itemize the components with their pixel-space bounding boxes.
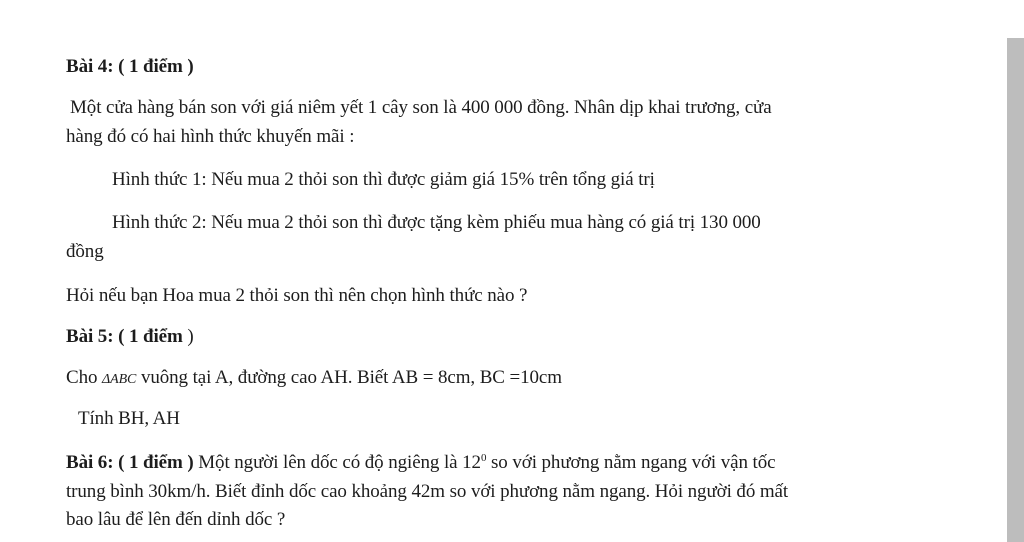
triangle-symbol: ΔABC [102, 372, 137, 387]
bai4-option-1: Hình thức 1: Nếu mua 2 thỏi son thì được giảm giá 15% trên tổng giá trị [112, 169, 655, 190]
bai5-line-2: Tính BH, AH [78, 408, 180, 429]
bai6-line-1-post: so với phương nằm ngang với vận tốc [486, 452, 776, 473]
bai4-heading: Bài 4: ( 1 điểm ) [66, 56, 194, 77]
bai5-heading-bold: Bài 5: ( 1 điểm [66, 326, 188, 347]
bai4-line-1: Một cửa hàng bán son với giá niêm yết 1 cây son là 400 000 đồng. Nhân dịp khai trương, cửa [70, 97, 772, 118]
bai5-line-1 [66, 366, 562, 392]
page-edge-scrollbar[interactable] [1007, 38, 1024, 542]
degree-superscript: 0 [480, 452, 487, 464]
bai4-question: Hỏi nếu bạn Hoa mua 2 thỏi son thì nên chọn hình thức nào ? [66, 285, 528, 306]
bai6-line-1-pre: Một người lên dốc có độ ngiêng là 12 [193, 452, 481, 473]
bai4-line-2: hàng đó có hai hình thức khuyến mãi : [66, 126, 355, 147]
bai4-option-2: Hình thức 2: Nếu mua 2 thỏi son thì được tặng kèm phiếu mua hàng có giá trị 130 000 [112, 212, 761, 233]
bai4-option-2-cont: đồng [66, 241, 104, 262]
bai5-heading [66, 325, 194, 349]
bai5-line-1-post: vuông tại A, đường cao AH. Biết AB = 8cm, BC =10cm [136, 367, 562, 388]
bai6-heading: Bài 6: ( 1 điểm ) [66, 452, 194, 473]
bai5-line-1-pre: Cho [66, 367, 103, 388]
bai5-heading-end: ) [187, 326, 194, 347]
bai6-line-3: bao lâu để lên đến dỉnh dốc ? [66, 509, 286, 530]
bai6-line-2: trung bình 30km/h. Biết đỉnh dốc cao khoảng 42m so với phương nằm ngang. Hỏi người đó mất [66, 481, 789, 502]
bai6-line-1 [66, 451, 775, 475]
